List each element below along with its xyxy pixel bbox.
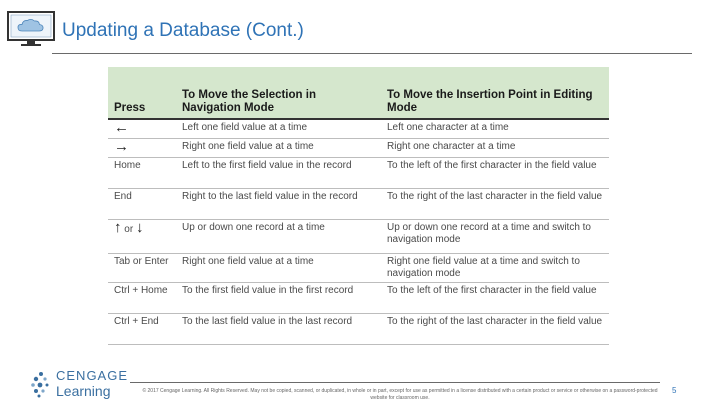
column-header-navigation-mode: To Move the Selection in Navigation Mode [176,67,381,119]
logo-text-learning: Learning [56,383,111,399]
navigation-mode-cell: Right to the last field value in the record [176,189,381,220]
navigation-mode-cell: To the first field value in the first record [176,283,381,314]
column-header-press: Press [108,67,176,119]
table-row [108,283,609,314]
navigation-mode-cell: Right one field value at a time [176,254,381,283]
up-arrow-icon: ↑ [114,219,122,236]
key-or-label: or [124,224,134,235]
key-cell: Home [108,158,176,189]
key-cell [108,220,176,254]
navigation-mode-cell: Right one field value at a time [176,139,381,158]
editing-mode-cell: Right one character at a time [381,139,609,158]
editing-mode-cell: Left one character at a time [381,119,609,139]
table-row [108,139,609,158]
left-arrow-icon: ← [114,119,129,136]
key-cell [108,139,176,158]
navigation-mode-cell: To the last field value in the last record [176,314,381,345]
column-header-editing-mode: To Move the Insertion Point in Editing Mode [381,67,609,119]
key-cell: Ctrl + Home [108,283,176,314]
editing-mode-cell: To the left of the first character in the field value [381,283,609,314]
navigation-mode-cell: Left to the first field value in the record [176,158,381,189]
title-divider [52,53,692,54]
editing-mode-cell: To the right of the last character in the field value [381,314,609,345]
key-cell: End [108,189,176,220]
editing-mode-cell: To the right of the last character in the field value [381,189,609,220]
editing-mode-cell: Up or down one record at a time and switch to navigation mode [381,220,609,254]
editing-mode-cell: Right one field value at a time and switch to navigation mode [381,254,609,283]
cengage-logo-mark-icon [30,370,52,398]
right-arrow-icon: → [114,138,129,155]
table-row [108,119,609,139]
key-cell [108,119,176,139]
logo-text-cengage: CENGAGE [56,368,129,383]
table-header-row [108,67,609,119]
table-row [108,314,609,345]
page-number: 5 [672,386,677,395]
key-cell: Tab or Enter [108,254,176,283]
navigation-mode-cell: Up or down one record at a time [176,220,381,254]
cloud-monitor-icon [6,10,56,48]
down-arrow-icon: ↓ [135,219,144,236]
table-row [108,189,609,220]
footer-divider [130,382,660,383]
key-cell: Ctrl + End [108,314,176,345]
table-row [108,158,609,189]
keyboard-navigation-table [108,67,609,355]
copyright-notice: © 2017 Cengage Learning. All Rights Reserved. May not be copied, scanned, or duplicated, in whole or in part, except for use as permitted in a license distributed with a certain product or service or otherwise on a password-protected website for classroom use. [142,388,658,401]
editing-mode-cell: To the left of the first character in the field value [381,158,609,189]
table-row [108,254,609,283]
cengage-learning-logo [30,368,130,400]
table-row [108,220,609,254]
navigation-mode-cell: Left one field value at a time [176,119,381,139]
page-title: Updating a Database (Cont.) [62,20,304,41]
